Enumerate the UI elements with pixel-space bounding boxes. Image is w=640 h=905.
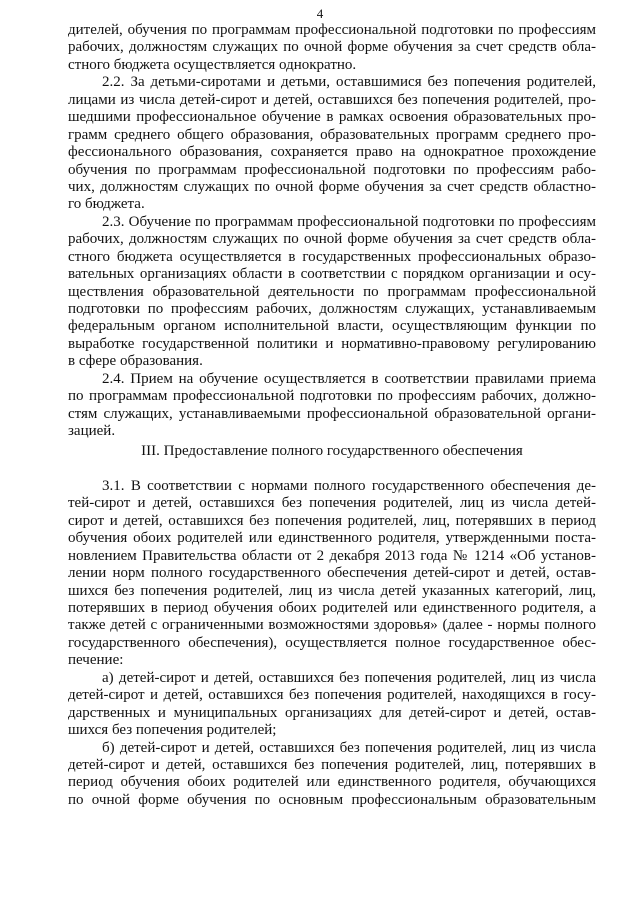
text-line: грамм среднего общего образования, образовательных программ среднего про-: [68, 126, 596, 143]
text-line: по программам профессиональной подготовки по профессиям рабочих, должно-: [68, 388, 596, 405]
text-line: фессионального образования, сохраняется право на однократное прохождение: [68, 144, 596, 161]
text-line: ществления образовательной деятельности по программам профессиональной: [68, 283, 596, 300]
text-line: государственного обеспечения), осуществляется полное государственное обес-: [68, 634, 596, 651]
text-line: 2.4. Прием на обучение осуществляется в соответствии правилами приема: [102, 370, 596, 387]
list-item-a: [68, 670, 596, 740]
text-line: сирот и детей, оставшихся без попечения родителей, лиц, потерявших в период: [68, 512, 596, 529]
text-line: чих, должностям служащих по очной форме обучения за счет средств областно-: [68, 178, 596, 195]
paragraph-2-4: [68, 371, 596, 441]
paragraph-continuation: [68, 22, 596, 74]
text-line: б) детей-сирот и детей, оставшихся без попечения родителей, лиц из числа: [102, 739, 596, 756]
text-line: подготовки по профессиям рабочих, должностям служащих, устанавливаемым: [68, 301, 596, 317]
text-line: обучения обоих родителей или единственного родителя, утвержденными поста-: [68, 530, 596, 547]
text-line: по очной форме обучения по основным профессиональным образовательным: [68, 791, 596, 808]
text-line: стям служащих, устанавливаемыми профессиональной образовательной органи-: [68, 405, 596, 422]
text-line: 3.1. В соответствии с нормами полного государственного обеспечения де-: [102, 477, 596, 494]
text-line: рабочих, должностям служащих по очной форме обучения за счет средств обла-: [68, 39, 596, 56]
text-line: также детей с ограниченными возможностями здоровья» (далее - нормы полного: [68, 617, 596, 634]
text-line: го бюджета.: [68, 196, 145, 213]
text-line: лении норм полного государственного обеспечения детей-сирот и детей, остав-: [68, 565, 596, 582]
document-body: [68, 22, 596, 809]
text-line: в сфере образования.: [68, 353, 203, 370]
text-line: федеральным органом исполнительной власти, осуществляющим функции по: [68, 318, 596, 335]
text-line: дителей, обучения по программам профессиональной подготовки по профессиям: [68, 22, 596, 38]
text-line: стного бюджета осуществляется однократно.: [68, 56, 357, 73]
page-number: 4: [316, 6, 324, 21]
text-line: вательных организациях области в соответствии с порядком организации и осу-: [68, 266, 596, 283]
text-line: печение:: [68, 652, 124, 669]
text-line: дарственных и муниципальных организациях для детей-сирот и детей, остав-: [68, 704, 596, 721]
paragraph-3-1: [68, 478, 596, 670]
list-item-b: [68, 740, 596, 810]
text-line: шедшими профессиональное обучение в рамках освоения образовательных про-: [68, 109, 596, 126]
text-line: стного бюджета осуществляется в государственных профессиональных образо-: [68, 248, 596, 265]
text-line: тей-сирот и детей, оставшихся без попечения родителей, лиц из числа детей-: [68, 495, 596, 512]
text-line: период обучения обоих родителей или единственного родителя, обучающихся: [68, 774, 596, 791]
text-line: 2.2. За детьми-сиротами и детьми, оставшимися без попечения родителей,: [102, 74, 596, 91]
text-line: потерявших в период обучения обоих родителей или единственного родителя, а: [68, 600, 596, 616]
paragraph-2-3: [68, 214, 596, 371]
text-line: новлением Правительства области от 2 декабря 2013 года № 1214 «Об установ-: [68, 547, 596, 564]
text-line: зацией.: [68, 423, 116, 440]
text-line: детей-сирот и детей, оставшихся без попечения родителей, находящихся в госу-: [68, 687, 596, 704]
section-heading: III. Предоставление полного государственного обеспечения: [141, 442, 523, 459]
text-line: детей-сирот и детей, оставшихся без попечения родителей, лиц, потерявших в: [68, 756, 596, 773]
text-line: лицами из числа детей-сирот и детей, оставшихся без попечения родителей, про-: [68, 91, 596, 108]
text-line: обучения по программам профессиональной подготовки по профессиям рабо-: [68, 161, 596, 178]
text-line: шихся без попечения родителей;: [68, 722, 277, 739]
text-line: выработке государственной политики и нормативно-правовому регулированию: [68, 335, 596, 352]
text-line: рабочих, должностям служащих по очной форме обучения за счет средств обла-: [68, 231, 596, 248]
text-line: шихся без попечения родителей, лиц из числа детей указанных категорий, лиц,: [68, 582, 596, 599]
text-line: 2.3. Обучение по программам профессиональной подготовки по профессиям: [102, 213, 596, 230]
paragraph-2-2: [68, 74, 596, 214]
text-line: а) детей-сирот и детей, оставшихся без попечения родителей, лиц из числа: [102, 669, 596, 686]
